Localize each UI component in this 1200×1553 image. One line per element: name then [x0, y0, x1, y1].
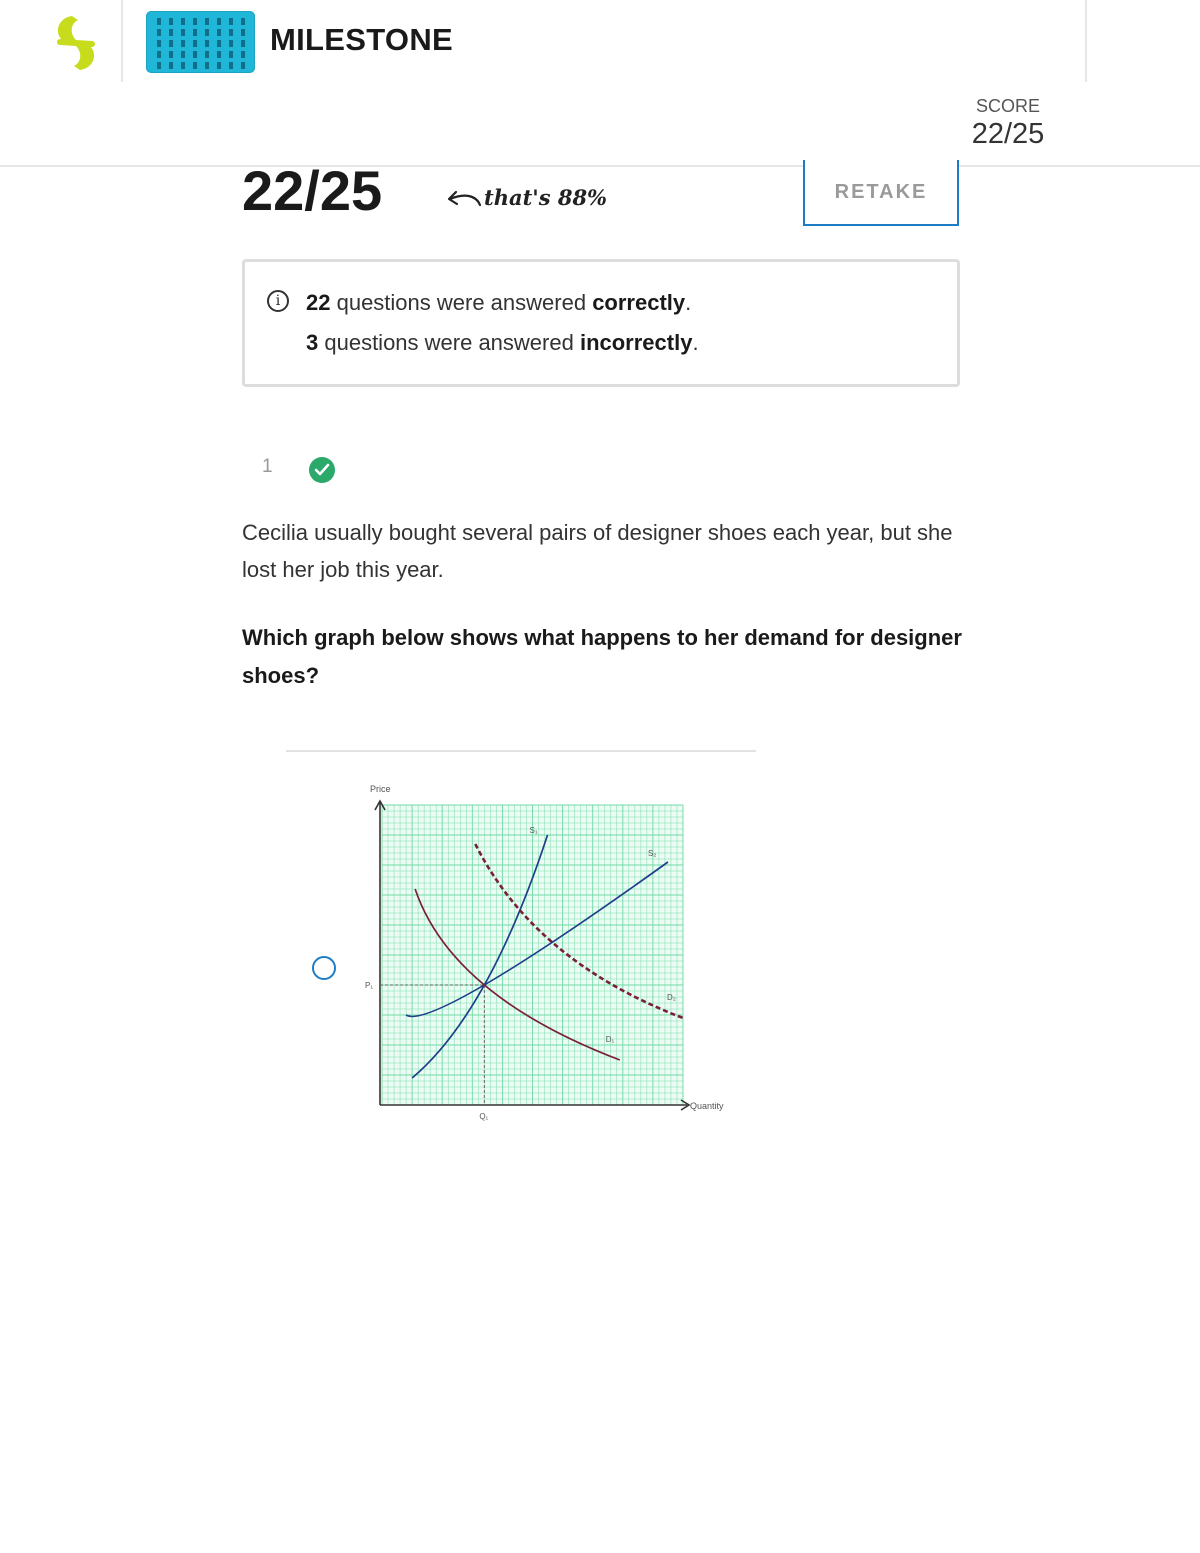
question-text: Cecilia usually bought several pairs of designer shoes each year, but she lost her job this year. — [242, 520, 953, 582]
chart-xlabel: Quantity — [690, 1101, 724, 1111]
result-score: 22/25 — [242, 159, 383, 222]
curve-label-d2: D₂ — [667, 993, 676, 1002]
score-label: SCORE — [975, 96, 1040, 116]
equilibrium-quantity-label: Q₁ — [479, 1112, 489, 1121]
correct-check-icon — [309, 457, 335, 483]
incorrect-summary-line: 3 questions were answered incorrectly. — [306, 330, 699, 355]
header-divider — [121, 0, 123, 82]
curved-arrow-icon — [446, 187, 482, 213]
answer-divider — [286, 750, 756, 752]
header-divider — [1085, 0, 1087, 82]
answer-option-radio[interactable] — [312, 956, 336, 980]
curve-label-s1: S₁ — [529, 826, 538, 835]
question-prompt: Which graph below shows what happens to her demand for designer shoes? — [242, 625, 962, 688]
brand-logo-icon[interactable] — [52, 14, 100, 72]
top-header — [0, 0, 1200, 167]
supply-demand-graph[interactable] — [355, 775, 740, 1125]
score-value: 22/25 — [971, 118, 1045, 150]
retake-button[interactable]: RETAKE — [803, 160, 959, 226]
chart-ylabel: Price — [370, 784, 391, 794]
correct-summary-line: 22 questions were answered correctly. — [306, 290, 692, 315]
question-number: 1 — [262, 456, 273, 477]
curve-label-s2: S₂ — [647, 849, 657, 858]
info-icon: i — [267, 290, 289, 312]
percent-note-text: that's 88% — [484, 185, 608, 210]
results-summary — [242, 259, 960, 387]
app-title: MILESTONE — [270, 22, 453, 57]
curve-label-d1: D₁ — [605, 1035, 615, 1044]
milestone-badge-icon — [146, 11, 255, 73]
equilibrium-price-label: P₁ — [365, 981, 374, 990]
